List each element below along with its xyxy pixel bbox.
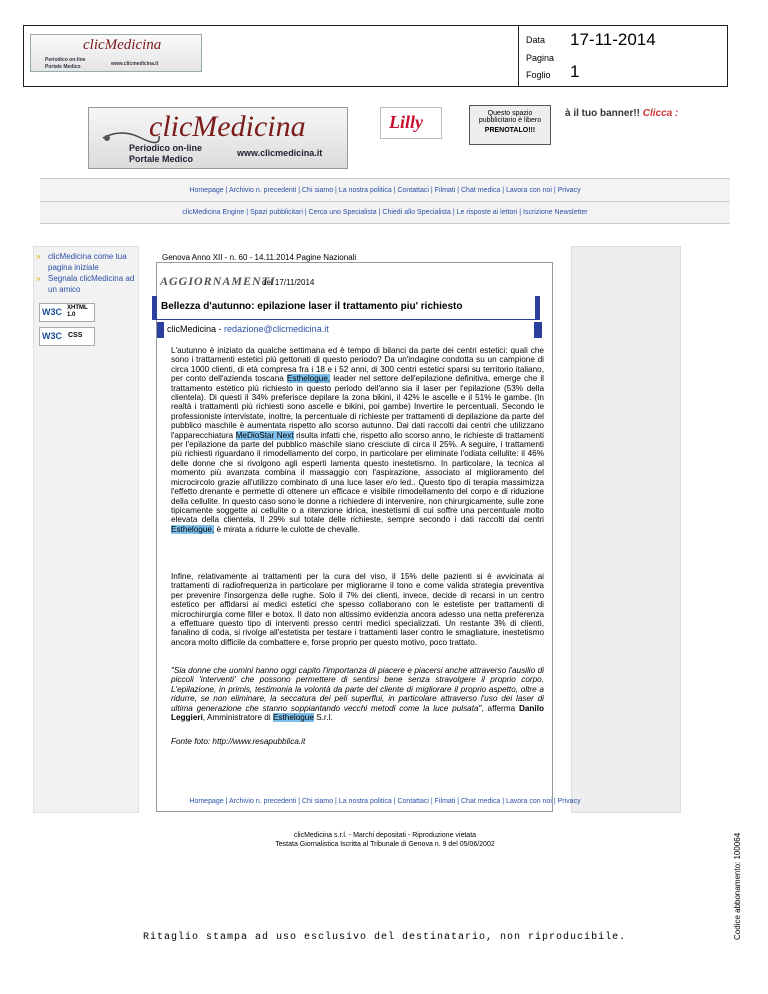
quote-author: Danilo Leggieri (171, 703, 544, 723)
logo-brand: clicMedicina (83, 37, 162, 53)
article-quote: "Sia donne che uomini hanno oggi capito l'importanza di piacere e piacersi anche attraverso l'ausilio di piccoli 'interventi' che possono permettere di sentirsi bene senza stravolgere il proprio corpo. L'epilazione, in primis, testimonia la volontà da parte del cliente di migliorare il proprio aspetto, oltre a ridurre, se non eliminare, la seccatura dei peli superflui, in particolare attraverso l'uso dei laser di ultima generazione che stanno soppiantando vecchi metodi come la luce pulsata", afferma Danilo Leggieri, Amministratore di Esthelogue S.r.l. (171, 666, 544, 723)
banner-brand: clicMedicina (149, 110, 306, 143)
secondary-nav[interactable]: clicMedicina Engine | Spazi pubblicitari | Cerca uno Specialista | Chiedi allo Specialista | Le risposte ai lettori | Iscrizione Newsletter (40, 202, 730, 224)
highlight-esthelogue: Esthelogue, (286, 374, 331, 384)
highlight-esthelogue: Esthelogue, (171, 524, 215, 534)
header-logo (30, 34, 202, 72)
sidebar-link-segnala[interactable]: » Segnala clicMedicina ad un amico (36, 274, 135, 294)
ad-line2: pubblicitario è libero (478, 117, 542, 124)
codice-abbonamento: Codice abbonamento: 100064 (733, 832, 742, 940)
tuo-text: à il tuo banner!! (565, 108, 640, 119)
right-sidebar (571, 246, 681, 813)
main-nav[interactable]: Homepage | Archivio n. precedenti | Chi siamo | La nostra politica | Contattaci | Filmati | Chat medica | Lavora con noi | Privacy (40, 178, 730, 202)
css-label: CSS (68, 332, 83, 339)
article-title: Bellezza d'autunno: epilazione laser il trattamento piu' richiesto (152, 296, 540, 320)
bullet-icon: » (36, 274, 41, 283)
section-label: AGGIORNAMENTI (160, 274, 276, 288)
sidebar-link-homepage[interactable]: » clicMedicina come tua pagina iniziale (36, 252, 127, 272)
data-label: Data (526, 35, 546, 45)
foglio-label: Foglio (526, 70, 551, 80)
highlight-mediostar: MeDioStar Next (235, 430, 294, 440)
logo-sub2: Portale Medico (45, 64, 81, 70)
xhtml-label: XHTML 1.0 (67, 305, 88, 318)
pagina-label: Pagina (526, 53, 555, 63)
article-paragraph-2: Infine, relativamente ai trattamenti per la cura del viso, il 15% delle pazienti si è avvicinata ai trattamenti di radiofrequenza in particolare per migliorarne il tono e come valida strategia preventiva per prevenire l'insorgenza delle rughe. Solo il 7% dei clienti, invece, decide di recarsi in un centro estetico per affidarsi ai medici estetici che spesso collaborano con le estetiste per trattamenti di microchirurgia come filler e botox. Il dato non altissimo evidenzia ancora adesso una netta preferenza a effettuare questo tipo di interventi presso centri medici specializzati. Un restante 3% di clienti, fanalino di coda, si rivolge all'estetista per testare i trattamenti laser contro le smagliature, inestetismo ancora molto difficile da combattere e, forse proprio per questo motivo, poco trattato. (171, 572, 544, 647)
w3c-logo: W3C (42, 307, 62, 317)
left-sidebar (33, 246, 139, 813)
copyright-line1: clicMedicina s.r.l. - Marchi depositati - Riproduzione vietata (293, 832, 477, 839)
copyright-line2: Testata Giornalistica Iscritta al Tribunale di Genova n. 9 del 05/06/2002 (275, 841, 495, 848)
ritaglio-notice: Ritaglio stampa ad uso esclusivo del destinatario, non riproducibile. (143, 932, 627, 943)
logo-url: www.clicmedicina.it (111, 61, 159, 67)
ad-space-box[interactable] (469, 105, 551, 145)
lilly-ad[interactable] (380, 107, 442, 139)
source-email-link[interactable]: redazione@clicmedicina.it (224, 324, 329, 334)
banner-sub1: Periodico on-line (129, 143, 203, 153)
highlight-esthelogue: Esthelogue (272, 713, 314, 723)
article-paragraph-1: L'autunno è iniziato da qualche settimana ed è tempo di bilanci da parte dei centri estetici: quali che sono i trattamenti estetici più gettonati di questo periodo? Da un'indagine condotta su un campione di circa 1000 clienti, di età compresa fra i 18 e i 52 anni, di 300 centri estetici sparsi su territorio italiano, per conto dell'azienda toscana Esthelogue, leader nel settore dell'epilazione definitiva, emerge che il trattamento estetico più richiesto in questo periodo dell'anno sia il laser per l'epilazione (53% della clientela). Di questi il 34% preferisce depilare la zona bikini, il 42% le ascelle e il 51% le gambe. (In realtà i trattamenti più richiesti sono ascelle e bikini, poi gambe) Invertire le percentuali. Secondo le professioniste intervistate, inoltre, la percentuale di richieste per trattamenti di depilazione da parte del pubblico maschile è aumentata rispetto allo scorso autunno. Dai dati raccolti dai centri che utilizzano l'apparecchiatura MeDioStar Next risulta infatti che, rispetto allo scorso anno, le richieste di trattamenti per l'epilazione da parte del pubblico maschile siano cresciute di circa il 25%. A seguire, i trattamenti più richiesti riguardano il rimodellamento del corpo, in particolare per eliminate l'odiata cellulite: il 46% delle donne che si rivolgono agli esperti lamenta questo inestetismo. In particolare, la tecnica al momento più avanzata combina il massaggio con l'aspirazione, associato al miglioramento del microcircolo grazie all'utilizzo combinato di una luce laser e/o led.. Questo tipo di terapia massimizza l'effetto drenante e permette di ottenere un efficace e visibile rimodellamento del corpo e di riduzione della cellulite. In questo caso sono le donne a richiedere di intervenire, non chirurgicamente, sulle zone tipicamente soggette ai cellulite o a ritenzione idrica, inestetismi di cui soffre una percentuale molto elevata della clientela. Il 29% sul totale delle richieste, sempre secondo i dati raccolti dai centri Esthelogue, è mirata a ridurre le culotte de chevalle. (171, 346, 544, 534)
banner-sub2: Portale Medico (129, 154, 194, 164)
w3c-css-badge[interactable] (39, 327, 95, 346)
banner-logo[interactable] (88, 107, 348, 169)
source-bar-end (534, 322, 542, 338)
footer-copyright (40, 831, 730, 849)
lilly-logo: Lilly (389, 112, 423, 132)
footer-nav[interactable]: Homepage | Archivio n. precedenti | Chi siamo | La nostra politica | Contattaci | Filmati | Chat medica | Lavora con noi | Privacy (189, 798, 581, 805)
data-value: 17-11-2014 (570, 30, 656, 49)
header-divider (518, 25, 519, 87)
w3c-xhtml-badge[interactable] (39, 303, 95, 322)
article-date: del 17/11/2014 (262, 278, 315, 287)
clicca-text[interactable]: Clicca : (642, 108, 679, 119)
banner-promo[interactable] (565, 108, 678, 119)
banner-url: www.clicmedicina.it (237, 148, 323, 158)
w3c-logo: W3C (42, 331, 62, 341)
prenota-button[interactable]: PRENOTALO!!! (484, 127, 536, 134)
article-source (157, 322, 542, 338)
foglio-value: 1 (570, 62, 580, 81)
source-label: clicMedicina - (167, 324, 225, 334)
ad-line1: Questo spazio (487, 110, 533, 117)
issue-info: Genova Anno XII - n. 60 - 14.11.2014 Pagine Nazionali (162, 253, 357, 262)
photo-source: Fonte foto: http://www.resapubblica.it (171, 737, 306, 746)
logo-sub1: Periodico on-line (45, 57, 86, 63)
bullet-icon: » (36, 252, 41, 261)
